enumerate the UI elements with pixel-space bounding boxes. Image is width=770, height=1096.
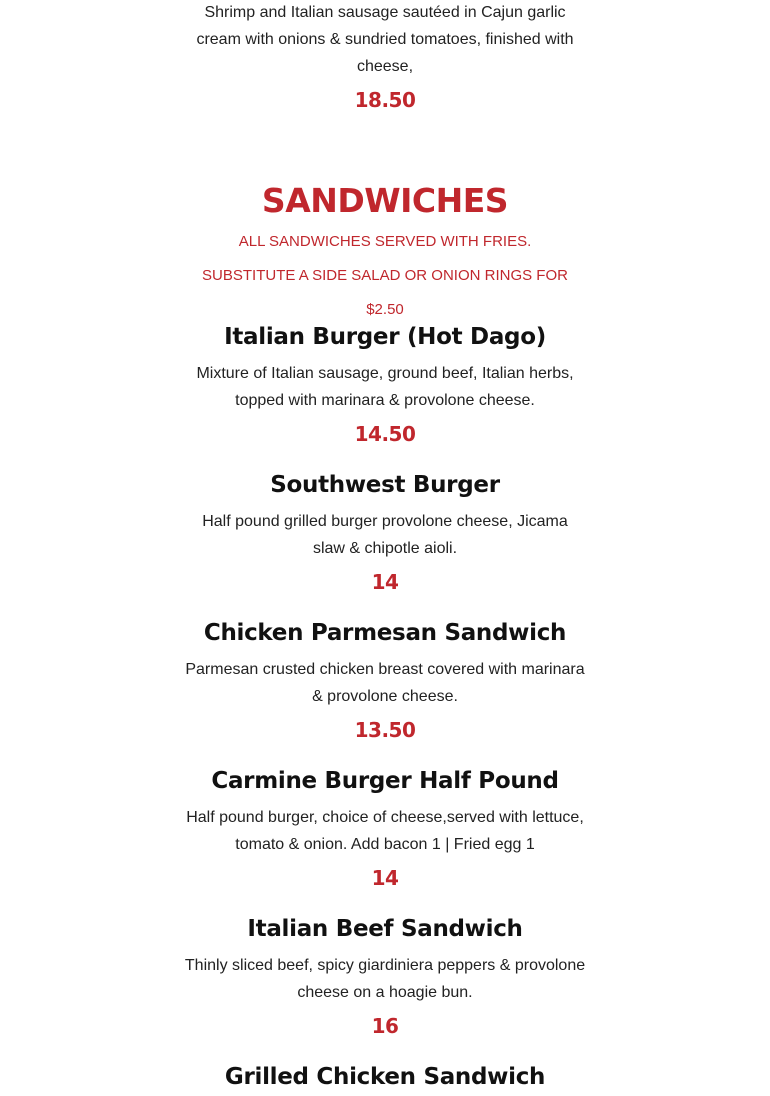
section-title: SANDWICHES	[261, 181, 509, 220]
item-description: Mixture of Italian sausage, ground beef, Italian herbs, topped with marinara & provolone cheese.	[196, 365, 574, 409]
item-price: 16	[371, 1014, 399, 1038]
previous-menu-item	[185, 0, 585, 80]
menu-item-desc-wrap	[180, 952, 590, 1006]
item-description: Half pound grilled burger provolone cheese, Jicama slaw & chipotle aioli.	[202, 513, 568, 557]
menu-item-name-wrap	[135, 1064, 635, 1090]
item-description: Half pound burger, choice of cheese,served with lettuce, tomato & onion. Add bacon 1 | Fried egg 1	[186, 809, 584, 853]
item-description: Parmesan crusted chicken breast covered with marinara & provolone cheese.	[185, 661, 585, 705]
previous-item-price-wrap	[185, 88, 585, 112]
menu-item-desc-wrap	[185, 360, 585, 414]
item-description: Thinly sliced beef, spicy giardiniera peppers & provolone cheese on a hoagie bun.	[184, 957, 586, 1001]
section-note: ALL SANDWICHES SERVED WITH FRIES. SUBSTITUTE A SIDE SALAD OR ONION RINGS FOR $2.50	[202, 233, 568, 318]
section-header	[135, 181, 635, 220]
section-note-wrap	[195, 225, 575, 327]
menu-item-price-wrap	[185, 718, 585, 742]
menu-item-price-wrap	[185, 1014, 585, 1038]
menu-item-desc-wrap	[180, 804, 590, 858]
menu-item-name-wrap	[135, 324, 635, 350]
menu-item-price-wrap	[185, 570, 585, 594]
item-name: Italian Beef Sandwich	[247, 916, 523, 942]
menu-item-desc-wrap	[185, 508, 585, 562]
item-price: 13.50	[354, 718, 416, 742]
item-price: 14	[371, 866, 399, 890]
menu-item-price-wrap	[185, 422, 585, 446]
item-price: 14.50	[354, 422, 416, 446]
item-name: Carmine Burger Half Pound	[211, 768, 559, 794]
item-price: 14	[371, 570, 399, 594]
menu-item-desc-wrap	[185, 656, 585, 710]
item-name: Italian Burger (Hot Dago)	[224, 324, 546, 350]
item-name: Chicken Parmesan Sandwich	[203, 620, 567, 646]
item-name: Grilled Chicken Sandwich	[224, 1064, 546, 1090]
menu-item-price-wrap	[185, 866, 585, 890]
item-price: 18.50	[354, 88, 416, 112]
menu-item-name-wrap	[135, 768, 635, 794]
item-name: Southwest Burger	[270, 472, 500, 498]
menu-item-name-wrap	[135, 916, 635, 942]
menu-item-name-wrap	[135, 472, 635, 498]
item-description: Shrimp and Italian sausage sautéed in Cajun garlic cream with onions & sundried tomatoes, finished with cheese,	[196, 4, 574, 75]
menu-item-name-wrap	[135, 620, 635, 646]
